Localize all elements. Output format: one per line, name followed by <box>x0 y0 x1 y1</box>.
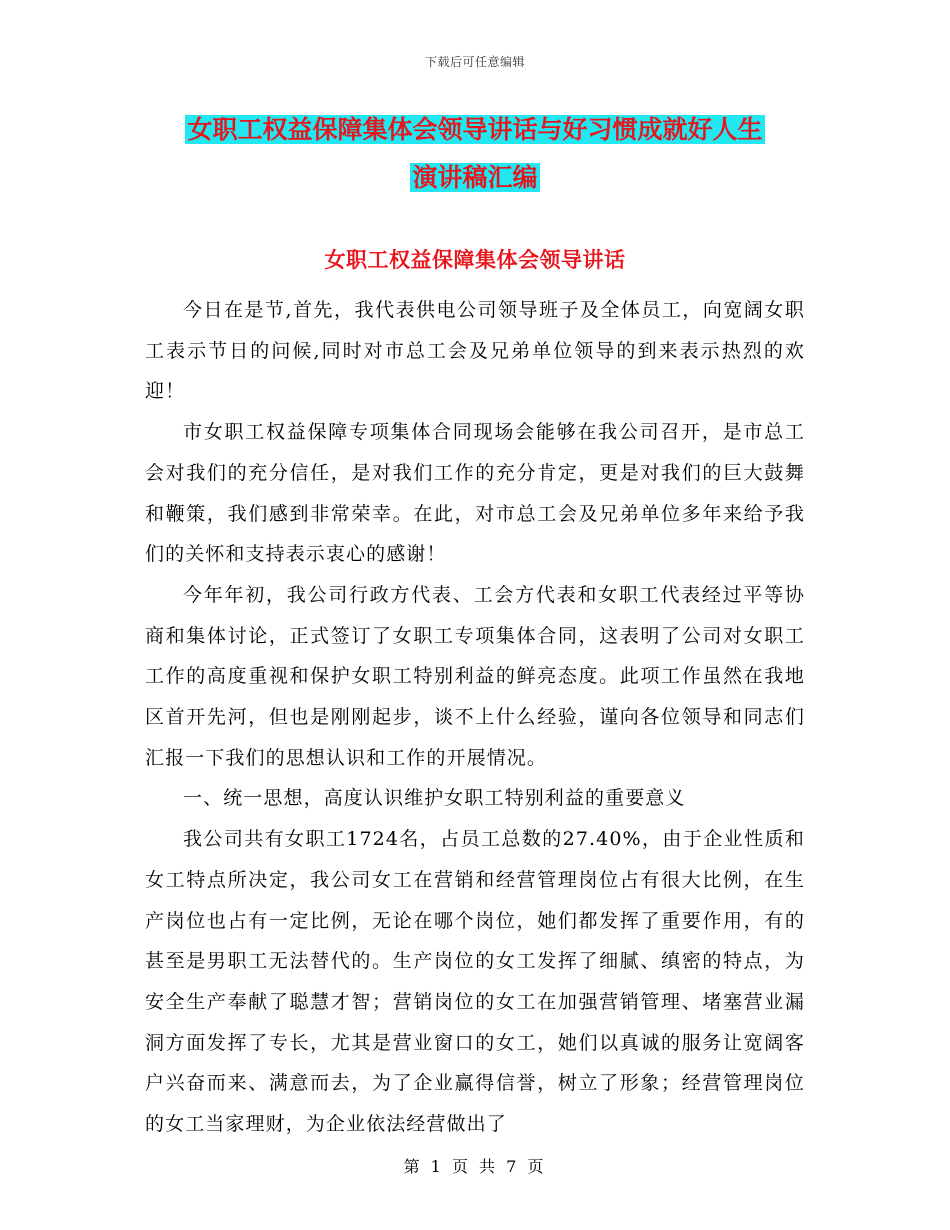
title-line-2: 演讲稿汇编 <box>412 163 538 192</box>
paragraph: 今年年初，我公司行政方代表、工会方代表和女职工代表经过平等协商和集体讨论，正式签订了女职工专项集体合同，这表明了公司对女职工工作的高度重视和保护女职工特别利益的鲜亮态度。此项工作虽然在我地区首开先河，但也是刚刚起步，谈不上什么经验，谨向各位领导和同志们汇报一下我们的思想认识和工作的开展情况。 <box>145 583 805 769</box>
section-heading: 一、统一思想，高度认识维护女职工特别利益的重要意义 <box>183 787 686 810</box>
page-footer: 第 1 页 共 7 页 <box>403 1157 547 1176</box>
paragraph: 市女职工权益保障专项集体合同现场会能够在我公司召开，是市总工会对我们的充分信任，是对我们工作的充分肯定，更是对我们的巨大鼓舞和鞭策，我们感到非常荣幸。在此，对市总工会及兄弟单位多年来给予我们的关怀和支持表示衷心的感谢！ <box>145 421 805 566</box>
document-title <box>150 106 800 202</box>
title-line-1: 女职工权益保障集体会领导讲话与好习惯成就好人生 <box>187 115 763 144</box>
paragraph: 我公司共有女职工1724名，占员工总数的27.40%，由于企业性质和女工特点所决定，我公司女工在营销和经营管理岗位占有很大比例，在生产岗位也占有一定比例，无论在哪个岗位，她们都发挥了重要作用，有的甚至是男职工无法替代的。生产岗位的女工发挥了细腻、缜密的特点，为安全生产奉献了聪慧才智；营销岗位的女工在加强营销管理、堵塞营业漏洞方面发挥了专长，尤其是营业窗口的女工，她们以真诚的服务让宽阔客户兴奋而来、满意而去，为了企业赢得信誉，树立了形象；经营管理岗位的女工当家理财，为企业依法经营做出了 <box>145 828 805 1136</box>
header-note: 下载后可任意编辑 <box>424 55 525 69</box>
paragraph: 今日在是节,首先，我代表供电公司领导班子及全体员工，向宽阔女职工表示节日的问候,同时对市总工会及兄弟单位领导的到来表示热烈的欢迎！ <box>145 299 805 403</box>
body-text <box>145 290 805 1145</box>
section-title: 女职工权益保障集体会领导讲话 <box>324 247 626 272</box>
